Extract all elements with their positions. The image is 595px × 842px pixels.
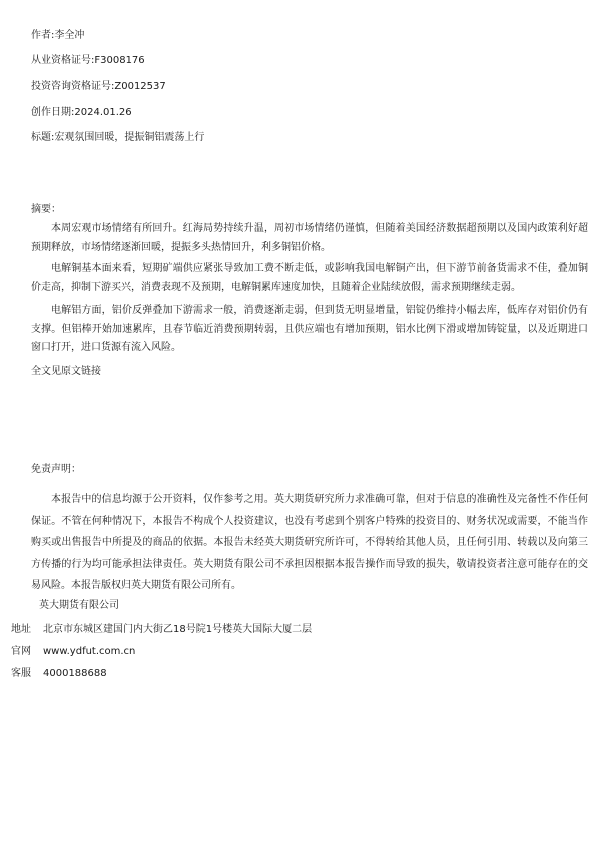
company-name: 英大期货有限公司 [39,600,119,611]
summary-paragraph: 电解铜基本面来看，短期矿端供应紧张导致加工费不断走低，或影响我国电解铜产出，但下游节前备货需求不佳，叠加铜价走高，抑制下游买兴，消费表现不及预期，电解铜累库速度加快，且随着企业陆续放假，需求预期继续走弱。 [31,263,588,293]
title-line: 标题:宏观氛围回暖，提振铜铝震荡上行 [31,132,205,143]
consult-qualification-line: 投资咨询资格证号:Z0012537 [31,81,166,92]
original-text-link[interactable]: 全文见原文链接 [31,366,101,377]
address-row [11,624,312,636]
summary-label: 摘要： [31,204,61,215]
website-value[interactable]: www.ydfut.com.cn [43,646,136,657]
summary-paragraph: 本周宏观市场情绪有所回升。红海局势持续升温，周初市场情绪仍谨慎，但随着美国经济数据超预期以及国内政策利好超预期释放，市场情绪逐渐回暖，提振多头热情回升，利多铜铝价格。 [31,223,588,253]
website-label: 官网 [11,646,31,657]
service-label: 客服 [11,668,31,679]
summary-paragraph: 电解铝方面，铝价反弹叠加下游需求一般，消费逐渐走弱，但到货无明显增量，铝锭仍维持小幅去库，低库存对铝价仍有支撑。但铝棒开始加速累库，且春节临近消费预期转弱，且供应端也有增加预期，铝水比例下滑或增加铸锭量，以及近期进口窗口打开，进口货源有流入风险。 [31,305,588,354]
author-line: 作者:李全冲 [31,30,85,41]
website-row [11,646,135,658]
qualification-line: 从业资格证号:F3008176 [31,55,145,66]
address-value: 北京市东城区建国门内大街乙18号院1号楼英大国际大厦二层 [43,624,313,635]
disclaimer-paragraph: 本报告中的信息均源于公开资料，仅作参考之用。英大期货研究所力求准确可靠，但对于信息的准确性及完备性不作任何保证。不管在何种情况下，本报告不构成个人投资建议，也没有考虑到个别客户特殊的投资目的、财务状况或需要，不能当作购买或出售报告中所提及的商品的依据。本报告未经英大期货研究所许可，不得转给其他人员，且任何引用、转载以及向第三方传播的行为均可能承担法律责任。英大期货有限公司不承担因根据本报告操作而导致的损失，敬请投资者注意可能存在的交易风险。本报告版权归英大期货有限公司所有。 [31,494,588,591]
address-label: 地址 [11,624,31,635]
disclaimer-label: 免责声明： [31,464,81,475]
service-value: 4000188688 [43,668,107,679]
service-row [11,668,107,680]
date-line: 创作日期:2024.01.26 [31,107,132,118]
